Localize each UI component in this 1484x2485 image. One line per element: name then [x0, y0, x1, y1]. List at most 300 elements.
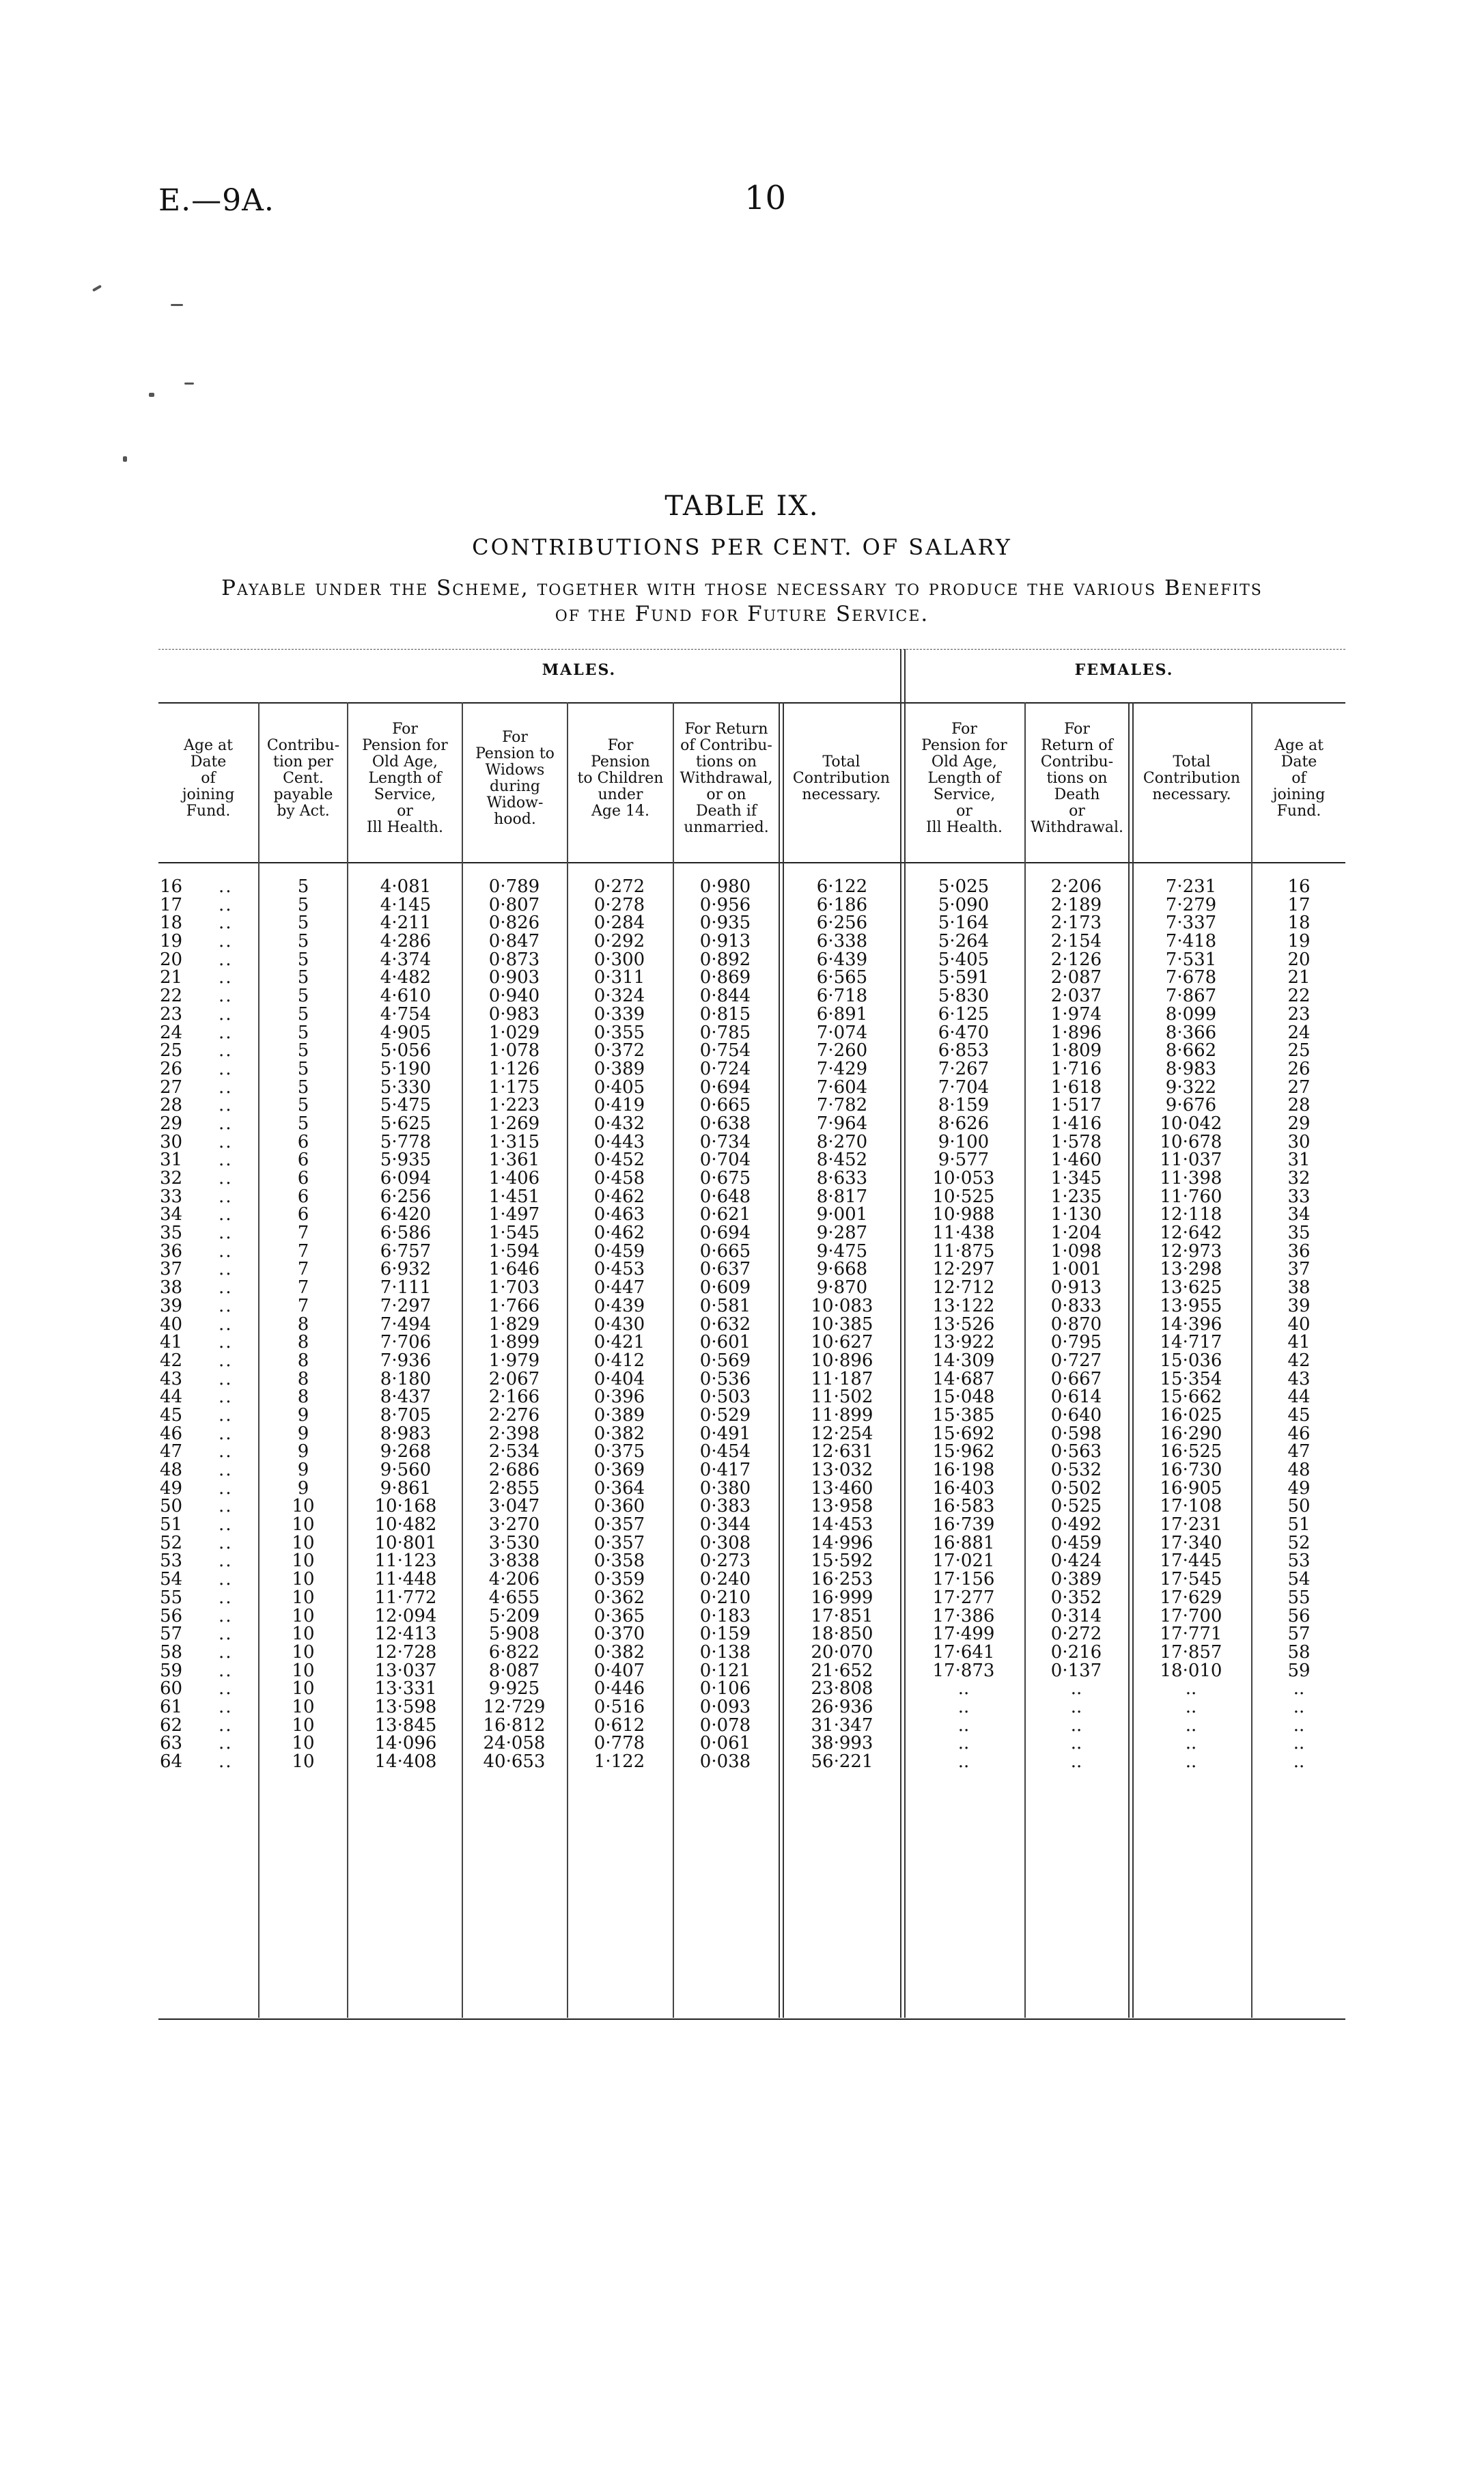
cell-age-right: 59: [1287, 1660, 1311, 1681]
cell-pension-children: 0·389: [593, 1058, 645, 1079]
cell-pension-children: 0·516: [593, 1696, 645, 1717]
cell-female-pension-old-age: 5·264: [938, 931, 990, 952]
cell-age: 64: [160, 1751, 183, 1772]
cell-age-right: 44: [1287, 1387, 1311, 1408]
scan-speck: [123, 456, 127, 462]
cell-female-return: 0·459: [1050, 1532, 1102, 1553]
cell-female-total: 16·730: [1160, 1460, 1222, 1480]
cell-male-pension-old-age: 4·211: [380, 913, 432, 934]
cell-pension-widows: 2·166: [488, 1387, 540, 1408]
cell-male-pension-old-age: 11·772: [374, 1587, 437, 1608]
leader-dots: ..: [219, 1532, 233, 1553]
cell-return-contributions: 0·061: [699, 1733, 751, 1754]
cell-age: 27: [160, 1077, 183, 1098]
table-row: [158, 1552, 1345, 1570]
cell-female-pension-old-age: 12·297: [932, 1259, 995, 1280]
cell-return-contributions: 0·956: [699, 894, 751, 915]
cell-male-pension-old-age: 8·983: [380, 1423, 432, 1444]
cell-female-return: 2·126: [1050, 949, 1102, 970]
cell-pension-children: 0·292: [593, 931, 645, 952]
cell-return-contributions: 0·536: [699, 1368, 751, 1389]
table-caption: [0, 575, 1484, 627]
cell-age-right: 41: [1287, 1332, 1311, 1353]
cell-female-return: 1·204: [1050, 1223, 1102, 1244]
cell-male-total: 11·187: [811, 1368, 873, 1389]
cell-age: 19: [160, 931, 183, 952]
cell-pension-widows: 3·270: [488, 1514, 540, 1536]
cell-return-contributions: 0·637: [699, 1259, 751, 1280]
cell-age-right: 45: [1287, 1404, 1311, 1426]
cell-pension-widows: 2·534: [488, 1441, 540, 1462]
cell-female-total: 12·642: [1160, 1223, 1222, 1244]
cell-female-total: 13·955: [1160, 1295, 1222, 1316]
cell-return-contributions: 0·106: [699, 1678, 751, 1699]
cell-age: 55: [160, 1587, 183, 1608]
cell-age-right: 27: [1287, 1077, 1311, 1098]
cell-age-right: 23: [1287, 1003, 1311, 1025]
cell-contribution-by-act: 5: [297, 931, 309, 952]
cell-female-return: 1·416: [1050, 1113, 1102, 1134]
cell-return-contributions: 0·754: [699, 1040, 751, 1061]
cell-pension-children: 0·778: [593, 1733, 645, 1754]
cell-age-right: 18: [1287, 913, 1311, 934]
cell-female-pension-old-age: ..: [957, 1751, 970, 1772]
cell-male-pension-old-age: 5·475: [380, 1095, 432, 1116]
cell-female-pension-old-age: 16·881: [932, 1532, 995, 1553]
cell-age: 22: [160, 986, 183, 1007]
cell-age-right: 31: [1287, 1150, 1311, 1171]
cell-male-pension-old-age: 4·482: [380, 967, 432, 988]
cell-pension-children: 0·389: [593, 1404, 645, 1426]
table-row: [158, 1206, 1345, 1224]
cell-return-contributions: 0·694: [699, 1077, 751, 1098]
cell-male-pension-old-age: 8·705: [380, 1404, 432, 1426]
cell-contribution-by-act: 6: [297, 1150, 309, 1171]
cell-female-return: 1·618: [1050, 1077, 1102, 1098]
cell-pension-widows: 4·206: [488, 1569, 540, 1590]
leader-dots: ..: [219, 1295, 233, 1316]
cell-age: 45: [160, 1404, 183, 1426]
cell-contribution-by-act: 10: [292, 1496, 315, 1517]
table-row: [158, 1242, 1345, 1261]
cell-contribution-by-act: 8: [297, 1350, 309, 1371]
cell-female-pension-old-age: 17·156: [932, 1569, 995, 1590]
cell-age-right: ..: [1293, 1714, 1305, 1736]
table-row: [158, 1388, 1345, 1406]
cell-pension-widows: 1·646: [488, 1259, 540, 1280]
cell-female-total: ..: [1185, 1696, 1197, 1717]
cell-male-pension-old-age: 11·123: [374, 1551, 437, 1572]
table-row: [158, 1516, 1345, 1534]
table-row: [158, 1662, 1345, 1680]
cell-return-contributions: 0·503: [699, 1387, 751, 1408]
cell-contribution-by-act: 6: [297, 1131, 309, 1152]
leader-dots: ..: [219, 1404, 233, 1426]
cell-pension-children: 0·458: [593, 1168, 645, 1189]
cell-pension-widows: 1·223: [488, 1095, 540, 1116]
cell-return-contributions: 0·913: [699, 931, 751, 952]
leader-dots: ..: [219, 1314, 233, 1335]
cell-female-return: 2·173: [1050, 913, 1102, 934]
cell-pension-children: 0·355: [593, 1022, 645, 1043]
table-row: [158, 1042, 1345, 1060]
cell-male-total: 7·074: [816, 1022, 868, 1043]
table-row: [158, 1188, 1345, 1206]
cell-age: 16: [160, 876, 183, 897]
leader-dots: ..: [219, 1496, 233, 1517]
cell-contribution-by-act: 10: [292, 1514, 315, 1536]
cell-female-pension-old-age: 15·048: [932, 1387, 995, 1408]
cell-male-pension-old-age: 9·861: [380, 1477, 432, 1499]
cell-age-right: ..: [1293, 1733, 1305, 1754]
cell-pension-widows: 5·908: [488, 1624, 540, 1645]
cell-return-contributions: 0·383: [699, 1496, 751, 1517]
leader-dots: ..: [219, 1587, 233, 1608]
table-row: [158, 1680, 1345, 1698]
cell-age-right: 16: [1287, 876, 1311, 897]
cell-female-total: 17·545: [1160, 1569, 1222, 1590]
cell-pension-widows: 16·812: [483, 1714, 546, 1736]
cell-female-total: ..: [1185, 1714, 1197, 1736]
table-row: [158, 914, 1345, 932]
cell-female-return: 1·460: [1050, 1150, 1102, 1171]
cell-male-pension-old-age: 12·094: [374, 1605, 437, 1626]
cell-pension-widows: 2·398: [488, 1423, 540, 1444]
cell-age-right: 40: [1287, 1314, 1311, 1335]
leader-dots: ..: [219, 1077, 233, 1098]
cell-pension-widows: 0·940: [488, 986, 540, 1007]
cell-contribution-by-act: 5: [297, 1040, 309, 1061]
cell-age-right: 25: [1287, 1040, 1311, 1061]
table-row: [158, 1279, 1345, 1297]
cell-pension-widows: 1·175: [488, 1077, 540, 1098]
table-row: [158, 1370, 1345, 1389]
leader-dots: ..: [219, 1223, 233, 1244]
leader-dots: ..: [219, 1186, 233, 1207]
cell-male-pension-old-age: 5·330: [380, 1077, 432, 1098]
cell-female-pension-old-age: 17·873: [932, 1660, 995, 1681]
cell-female-pension-old-age: 11·875: [932, 1240, 995, 1262]
cell-age: 38: [160, 1277, 183, 1299]
document-reference: E.—9A.: [158, 183, 275, 218]
cell-age: 39: [160, 1295, 183, 1316]
cell-pension-children: 0·370: [593, 1624, 645, 1645]
cell-male-total: 9·870: [816, 1277, 868, 1299]
cell-female-pension-old-age: ..: [957, 1678, 970, 1699]
cell-return-contributions: 0·491: [699, 1423, 751, 1444]
cell-female-return: 0·492: [1050, 1514, 1102, 1536]
cell-male-total: 38·993: [811, 1733, 873, 1754]
header-female-return: For Return of Contribu- tions on Death or Withdrawal.: [1031, 721, 1123, 836]
cell-contribution-by-act: 6: [297, 1168, 309, 1189]
cell-pension-widows: 1·406: [488, 1168, 540, 1189]
column-header-rule: [158, 862, 1345, 863]
scan-speck: [171, 304, 183, 306]
cell-pension-widows: 1·766: [488, 1295, 540, 1316]
cell-age-right: ..: [1293, 1678, 1305, 1699]
cell-female-total: 7·418: [1165, 931, 1217, 952]
table-row: [158, 1333, 1345, 1352]
cell-female-pension-old-age: 5·405: [938, 949, 990, 970]
leader-dots: ..: [219, 1605, 233, 1626]
cell-age: 59: [160, 1660, 183, 1681]
leader-dots: ..: [219, 1113, 233, 1134]
cell-contribution-by-act: 9: [297, 1404, 309, 1426]
cell-pension-children: 0·364: [593, 1477, 645, 1499]
cell-contribution-by-act: 5: [297, 967, 309, 988]
cell-age: 17: [160, 894, 183, 915]
cell-male-total: 7·260: [816, 1040, 868, 1061]
cell-female-return: 2·189: [1050, 894, 1102, 915]
cell-contribution-by-act: 7: [297, 1277, 309, 1299]
cell-female-pension-old-age: 16·198: [932, 1460, 995, 1480]
cell-pension-widows: 1·594: [488, 1240, 540, 1262]
cell-female-pension-old-age: 17·386: [932, 1605, 995, 1626]
leader-dots: ..: [219, 1040, 233, 1061]
cell-female-return: 0·833: [1050, 1295, 1102, 1316]
cell-return-contributions: 0·892: [699, 949, 751, 970]
cell-male-pension-old-age: 8·180: [380, 1368, 432, 1389]
cell-male-pension-old-age: 4·145: [380, 894, 432, 915]
cell-female-pension-old-age: 15·692: [932, 1423, 995, 1444]
cell-female-return: 0·532: [1050, 1460, 1102, 1480]
cell-return-contributions: 0·785: [699, 1022, 751, 1043]
cell-female-return: 0·424: [1050, 1551, 1102, 1572]
cell-return-contributions: 0·648: [699, 1186, 751, 1207]
cell-age: 50: [160, 1496, 183, 1517]
cell-female-return: 0·563: [1050, 1441, 1102, 1462]
cell-female-return: 0·502: [1050, 1477, 1102, 1499]
cell-age: 51: [160, 1514, 183, 1536]
cell-pension-children: 0·372: [593, 1040, 645, 1061]
cell-female-return: 0·137: [1050, 1660, 1102, 1681]
cell-pension-widows: 3·530: [488, 1532, 540, 1553]
cell-female-total: 9·322: [1165, 1077, 1217, 1098]
cell-female-return: 1·517: [1050, 1095, 1102, 1116]
cell-female-pension-old-age: 17·641: [932, 1641, 995, 1663]
cell-contribution-by-act: 5: [297, 1003, 309, 1025]
cell-return-contributions: 0·621: [699, 1204, 751, 1225]
cell-male-total: 16·999: [811, 1587, 873, 1608]
cell-male-pension-old-age: 13·845: [374, 1714, 437, 1736]
cell-age-right: 35: [1287, 1223, 1311, 1244]
cell-age: 41: [160, 1332, 183, 1353]
cell-female-total: ..: [1185, 1733, 1197, 1754]
cell-age: 20: [160, 949, 183, 970]
table-row: [158, 1260, 1345, 1279]
cell-female-pension-old-age: 15·385: [932, 1404, 995, 1426]
cell-return-contributions: 0·138: [699, 1641, 751, 1663]
cell-female-total: 8·366: [1165, 1022, 1217, 1043]
cell-female-return: 0·598: [1050, 1423, 1102, 1444]
cell-female-return: 1·235: [1050, 1186, 1102, 1207]
cell-female-pension-old-age: 6·853: [938, 1040, 990, 1061]
cell-age: 56: [160, 1605, 183, 1626]
header-male-total: Total Contribution necessary.: [792, 753, 891, 803]
cell-female-return: 0·314: [1050, 1605, 1102, 1626]
table-row: [158, 1570, 1345, 1589]
leader-dots: ..: [219, 1368, 233, 1389]
cell-female-pension-old-age: 11·438: [932, 1223, 995, 1244]
cell-contribution-by-act: 8: [297, 1387, 309, 1408]
table-row: [158, 878, 1345, 896]
cell-pension-children: 0·404: [593, 1368, 645, 1389]
cell-pension-widows: 0·847: [488, 931, 540, 952]
caption-line-2: of the Fund for Future Service.: [555, 602, 929, 626]
cell-male-pension-old-age: 6·420: [380, 1204, 432, 1225]
cell-male-pension-old-age: 14·096: [374, 1733, 437, 1754]
cell-pension-widows: 0·983: [488, 1003, 540, 1025]
cell-female-return: ..: [1070, 1733, 1082, 1754]
cell-male-total: 15·592: [811, 1551, 873, 1572]
cell-age-right: 49: [1287, 1477, 1311, 1499]
cell-age-right: 19: [1287, 931, 1311, 952]
cell-contribution-by-act: 5: [297, 1022, 309, 1043]
cell-male-pension-old-age: 6·256: [380, 1186, 432, 1207]
cell-male-pension-old-age: 7·111: [380, 1277, 432, 1299]
cell-pension-widows: 0·826: [488, 913, 540, 934]
cell-male-total: 6·338: [816, 931, 868, 952]
cell-age-right: 48: [1287, 1460, 1311, 1480]
cell-return-contributions: 0·078: [699, 1714, 751, 1736]
header-age-at-joining-right: Age at Date of joining Fund.: [1272, 737, 1326, 820]
cell-female-total: 13·625: [1160, 1277, 1222, 1299]
cell-pension-children: 0·358: [593, 1551, 645, 1572]
cell-return-contributions: 0·665: [699, 1240, 751, 1262]
cell-female-return: ..: [1070, 1678, 1082, 1699]
cell-female-pension-old-age: 14·309: [932, 1350, 995, 1371]
cell-female-pension-old-age: 17·021: [932, 1551, 995, 1572]
cell-male-total: 12·254: [811, 1423, 873, 1444]
cell-contribution-by-act: 8: [297, 1368, 309, 1389]
cell-contribution-by-act: 7: [297, 1259, 309, 1280]
cell-contribution-by-act: 9: [297, 1477, 309, 1499]
cell-pension-widows: 0·873: [488, 949, 540, 970]
leader-dots: ..: [219, 913, 233, 934]
cell-contribution-by-act: 10: [292, 1696, 315, 1717]
cell-female-return: 1·716: [1050, 1058, 1102, 1079]
cell-female-pension-old-age: 7·267: [938, 1058, 990, 1079]
cell-female-return: 2·037: [1050, 986, 1102, 1007]
cell-male-total: 7·782: [816, 1095, 868, 1116]
cell-return-contributions: 0·240: [699, 1569, 751, 1590]
cell-female-total: 12·973: [1160, 1240, 1222, 1262]
cell-age-right: 29: [1287, 1113, 1311, 1134]
cell-contribution-by-act: 5: [297, 894, 309, 915]
cell-female-return: 0·667: [1050, 1368, 1102, 1389]
cell-female-total: 17·771: [1160, 1624, 1222, 1645]
cell-male-pension-old-age: 14·408: [374, 1751, 437, 1772]
cell-male-pension-old-age: 4·610: [380, 986, 432, 1007]
cell-male-total: 9·001: [816, 1204, 868, 1225]
cell-pension-children: 0·382: [593, 1423, 645, 1444]
cell-age: 30: [160, 1131, 183, 1152]
table-row: [158, 1169, 1345, 1188]
cell-male-total: 8·452: [816, 1150, 868, 1171]
cell-return-contributions: 0·417: [699, 1460, 751, 1480]
cell-pension-children: 1·122: [593, 1751, 645, 1772]
cell-female-total: 14·717: [1160, 1332, 1222, 1353]
cell-contribution-by-act: 10: [292, 1624, 315, 1645]
cell-male-total: 23·808: [811, 1678, 873, 1699]
table-row: [158, 1406, 1345, 1425]
cell-pension-widows: 1·315: [488, 1131, 540, 1152]
leader-dots: ..: [219, 1660, 233, 1681]
cell-female-return: 0·352: [1050, 1587, 1102, 1608]
cell-pension-children: 0·357: [593, 1514, 645, 1536]
cell-male-pension-old-age: 11·448: [374, 1569, 437, 1590]
cell-female-pension-old-age: 10·053: [932, 1168, 995, 1189]
cell-male-pension-old-age: 10·482: [374, 1514, 437, 1536]
cell-female-total: 12·118: [1160, 1204, 1222, 1225]
cell-age-right: 51: [1287, 1514, 1311, 1536]
cell-male-pension-old-age: 13·331: [374, 1678, 437, 1699]
leader-dots: ..: [219, 1131, 233, 1152]
header-return-contributions-male: For Return of Contribu- tions on Withdrawal, or on Death if unmarried.: [680, 721, 773, 836]
leader-dots: ..: [219, 986, 233, 1007]
leader-dots: ..: [219, 931, 233, 952]
cell-pension-widows: 0·903: [488, 967, 540, 988]
leader-dots: ..: [219, 1204, 233, 1225]
leader-dots: ..: [219, 1350, 233, 1371]
cell-male-total: 16·253: [811, 1569, 873, 1590]
cell-female-total: 9·676: [1165, 1095, 1217, 1116]
cell-age-right: 22: [1287, 986, 1311, 1007]
cell-contribution-by-act: 5: [297, 876, 309, 897]
table-row: [158, 1714, 1345, 1736]
leader-dots: ..: [219, 1150, 233, 1171]
leader-dots: ..: [219, 1641, 233, 1663]
cell-pension-children: 0·443: [593, 1131, 645, 1152]
cell-pension-children: 0·396: [593, 1387, 645, 1408]
cell-age: 42: [160, 1350, 183, 1371]
cell-male-total: 6·718: [816, 986, 868, 1007]
cell-contribution-by-act: 5: [297, 1077, 309, 1098]
cell-age: 35: [160, 1223, 183, 1244]
cell-pension-children: 0·382: [593, 1641, 645, 1663]
cell-female-pension-old-age: ..: [957, 1714, 970, 1736]
cell-female-pension-old-age: 5·090: [938, 894, 990, 915]
cell-contribution-by-act: 10: [292, 1605, 315, 1626]
leader-dots: ..: [219, 1058, 233, 1079]
leader-dots: ..: [219, 1678, 233, 1699]
cell-contribution-by-act: 10: [292, 1569, 315, 1590]
table-row: [158, 1607, 1345, 1626]
cell-return-contributions: 0·273: [699, 1551, 751, 1572]
cell-return-contributions: 0·093: [699, 1696, 751, 1717]
leader-dots: ..: [219, 967, 233, 988]
header-female-total: Total Contribution necessary.: [1143, 753, 1241, 803]
cell-male-total: 6·891: [816, 1003, 868, 1025]
cell-return-contributions: 0·308: [699, 1532, 751, 1553]
leader-dots: ..: [219, 1423, 233, 1444]
cell-pension-widows: 2·855: [488, 1477, 540, 1499]
cell-male-total: 8·270: [816, 1131, 868, 1152]
cell-contribution-by-act: 7: [297, 1223, 309, 1244]
cell-pension-widows: 2·067: [488, 1368, 540, 1389]
cell-female-total: 17·231: [1160, 1514, 1222, 1536]
table-bottom-rule: [158, 2018, 1345, 2020]
cell-age: 54: [160, 1569, 183, 1590]
table-row: [158, 1151, 1345, 1169]
cell-male-total: 7·429: [816, 1058, 868, 1079]
leader-dots: ..: [219, 1460, 233, 1480]
cell-return-contributions: 0·344: [699, 1514, 751, 1536]
cell-male-total: 6·439: [816, 949, 868, 970]
header-pension-widows: For Pension to Widows during Widow- hood.: [475, 729, 555, 828]
cell-male-total: 14·996: [811, 1532, 873, 1553]
cell-contribution-by-act: 10: [292, 1532, 315, 1553]
